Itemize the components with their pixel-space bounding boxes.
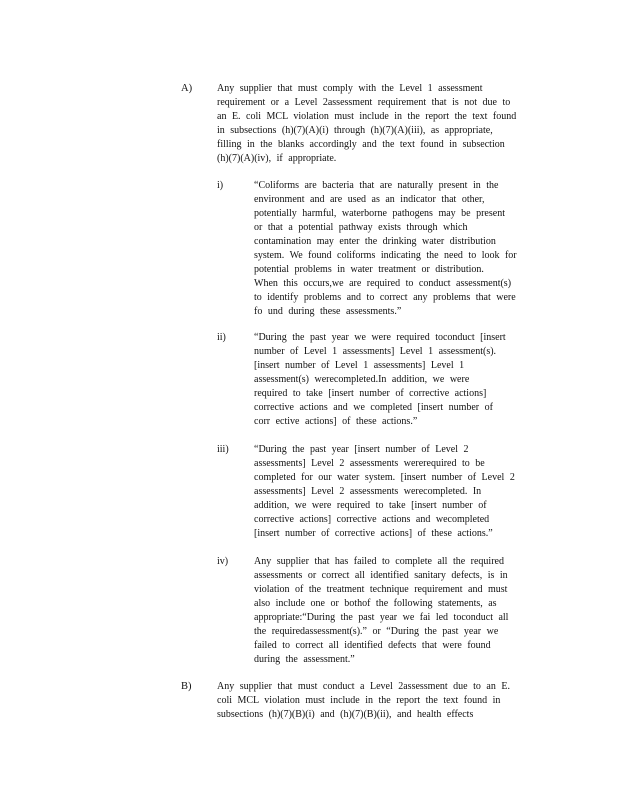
text-line: requirement or a Level 2assessment requirement that is not due to — [217, 97, 511, 108]
text-line: subsections (h)(7)(B)(i) and (h)(7)(B)(ii), and health effects — [217, 709, 474, 720]
text-line: potential problems in water treatment or distribution. — [254, 264, 484, 275]
text-line: assessments] Level 2 assessments werecompleted. In — [254, 486, 482, 497]
section-paragraph — [217, 82, 537, 166]
text-line: an E. coli MCL violation must include in the report the text found — [217, 111, 517, 122]
text-line: environment and are used as an indicator that other, — [254, 194, 485, 205]
text-line: “Coliforms are bacteria that are naturally present in the — [254, 180, 499, 191]
text-line: “During the past year [insert number of Level 2 — [254, 444, 469, 455]
text-line: [insert number of corrective actions] of these actions.” — [254, 528, 493, 539]
text-line: Any supplier that must comply with the Level 1 assessment — [217, 83, 483, 94]
subsection-paragraph — [254, 443, 545, 541]
text-line: Any supplier that must conduct a Level 2assessment due to an E. — [217, 681, 510, 692]
text-line: corr ective actions] of these actions.” — [254, 416, 418, 427]
text-line: When this occurs,we are required to conduct assessment(s) — [254, 278, 512, 289]
text-line: number of Level 1 assessments] Level 1 assessment(s). — [254, 346, 497, 357]
text-line: assessments] Level 2 assessments wererequired to be — [254, 458, 485, 469]
text-line: during the assessment.” — [254, 654, 355, 665]
text-line: completed for our water system. [insert number of Level 2 — [254, 472, 515, 483]
text-line: or that a potential pathway exists through which — [254, 222, 468, 233]
text-line: corrective actions] corrective actions and wecompleted — [254, 514, 490, 525]
subsection-label: i) — [217, 180, 224, 191]
subsection-label: ii) — [217, 332, 226, 343]
text-line: “During the past year we were required toconduct [insert — [254, 332, 506, 343]
text-line: system. We found coliforms indicating the need to look for — [254, 250, 517, 261]
subsection-label: iv) — [217, 556, 229, 567]
text-line: filling in the blanks accordingly and the text found in subsection — [217, 139, 505, 150]
section-label: B) — [181, 681, 192, 692]
text-line: [insert number of Level 1 assessments] Level 1 — [254, 360, 465, 371]
text-line: corrective actions and we completed [insert number of — [254, 402, 493, 413]
subsection-label: iii) — [217, 444, 229, 455]
text-line: potentially harmful, waterborne pathogens may be present — [254, 208, 505, 219]
text-line: assessments or correct all identified sanitary defects, is in — [254, 570, 508, 581]
text-line: assessment(s) werecompleted.In addition, we were — [254, 374, 470, 385]
text-line: in subsections (h)(7)(A)(i) through (h)(7)(A)(iii), as appropriate, — [217, 125, 493, 136]
text-line: failed to correct all identified defects that were found — [254, 640, 491, 651]
section-paragraph — [217, 680, 537, 722]
subsection-paragraph — [254, 331, 545, 429]
subsection-paragraph — [254, 179, 545, 319]
text-line: Any supplier that has failed to complete all the required — [254, 556, 504, 567]
text-line: also include one or bothof the following statements, as — [254, 598, 497, 609]
text-line: (h)(7)(A)(iv), if appropriate. — [217, 153, 337, 164]
text-line: the requiredassessment(s).” or “During the past year we — [254, 626, 499, 637]
text-line: fo und during these assessments.” — [254, 306, 402, 317]
text-line: addition, we were required to take [insert number of — [254, 500, 487, 511]
text-line: coli MCL violation must include in the report the text found in — [217, 695, 501, 706]
text-line: to identify problems and to correct any problems that were — [254, 292, 516, 303]
text-line: required to take [insert number of corrective actions] — [254, 388, 487, 399]
text-line: violation of the treatment technique requirement and must — [254, 584, 508, 595]
text-line: contamination may enter the drinking water distribution — [254, 236, 496, 247]
subsection-paragraph — [254, 555, 545, 667]
text-line: appropriate:“During the past year we fai led toconduct all — [254, 612, 509, 623]
section-label: A) — [181, 83, 193, 94]
